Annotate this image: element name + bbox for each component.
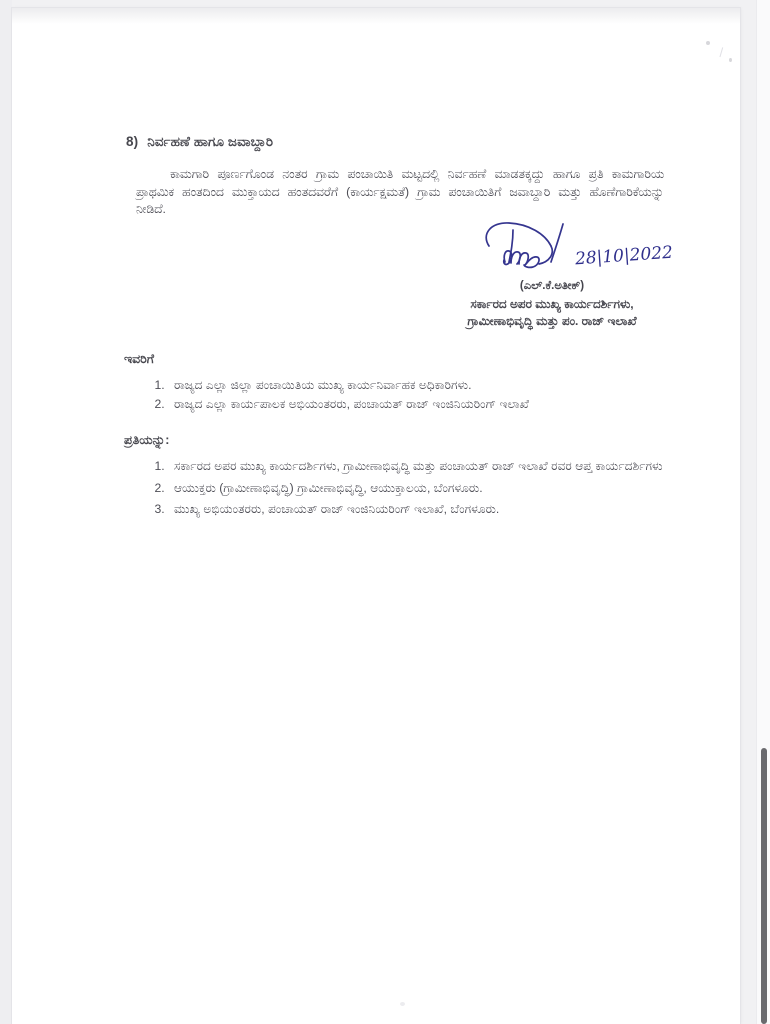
section-heading bbox=[126, 134, 273, 150]
section-number: 8) bbox=[126, 134, 139, 149]
distribution-heading: ಇವರಿಗೆ bbox=[124, 352, 155, 366]
page-gutter-left bbox=[0, 0, 12, 1024]
copy-to-heading: ಪ್ರತಿಯನ್ನು: bbox=[124, 433, 170, 447]
copy-to-list bbox=[144, 458, 668, 523]
list-item: 1. ಸರ್ಕಾರದ ಅಪರ ಮುಖ್ಯ ಕಾರ್ಯದರ್ಶಿಗಳು, ಗ್ರಾಮೀಣಾಭಿವೃದ್ಧಿ ಮತ್ತು ಪಂಚಾಯತ್ ರಾಜ್ ಇಲಾಖೆ ರವರ ಆಪ್ತ ಕಾರ್ಯದರ್ಶಿಗಳು bbox=[168, 458, 668, 476]
scan-speckle bbox=[400, 1002, 405, 1006]
scan-speckle bbox=[729, 58, 732, 62]
list-item: 2. ರಾಜ್ಯದ ಎಲ್ಲಾ ಕಾರ್ಯಪಾಲಕ ಅಭಿಯಂತರರು, ಪಂಚಾಯತ್ ರಾಜ್ ಇಂಜಿನಿಯರಿಂಗ್ ಇಲಾಖೆ bbox=[168, 395, 688, 413]
scrollbar-track[interactable] bbox=[756, 0, 770, 1024]
signer-name: (ಎಲ್.ಕೆ.ಅತೀಕ್) bbox=[519, 280, 585, 292]
scrollbar-thumb[interactable] bbox=[761, 748, 767, 1024]
handwritten-date: 28|10|2022 bbox=[574, 242, 674, 270]
list-item: 3. ಮುಖ್ಯ ಅಭಿಯಂತರರು, ಪಂಚಾಯತ್ ರಾಜ್ ಇಂಜಿನಿಯರಿಂಗ್ ಇಲಾಖೆ, ಬೆಂಗಳೂರು. bbox=[168, 501, 668, 519]
signer-title-line-2: ಗ್ರಾಮೀಣಾಭಿವೃದ್ಧಿ ಮತ್ತು ಪಂ. ರಾಜ್ ಇಲಾಖೆ bbox=[467, 314, 637, 328]
list-item: 2. ಆಯುಕ್ತರು (ಗ್ರಾಮೀಣಾಭಿವೃದ್ಧಿ) ಗ್ರಾಮೀಣಾಭಿವೃದ್ಧಿ, ಆಯುಕ್ತಾಲಯ, ಬೆಂಗಳೂರು. bbox=[168, 480, 668, 498]
scanned-page bbox=[12, 8, 740, 1024]
document-content bbox=[12, 8, 740, 1024]
scan-speckle bbox=[706, 41, 710, 45]
signer-title-line-1: ಸರ್ಕಾರದ ಅಪರ ಮುಖ್ಯ ಕಾರ್ಯದರ್ಶಿಗಳು, bbox=[470, 297, 634, 311]
list-item: 1. ರಾಜ್ಯದ ಎಲ್ಲಾ ಜಿಲ್ಲಾ ಪಂಚಾಯಿತಿಯ ಮುಖ್ಯ ಕಾರ್ಯನಿರ್ವಾಹಕ ಅಧಿಕಾರಿಗಳು. bbox=[168, 376, 688, 394]
body-paragraph: ಕಾಮಗಾರಿ ಪೂರ್ಣಗೊಂಡ ನಂತರ ಗ್ರಾಮ ಪಂಚಾಯಿತಿ ಮಟ್ಟದಲ್ಲಿ ನಿರ್ವಹಣೆ ಮಾಡತಕ್ಕದ್ದು ಹಾಗೂ ಪ್ರತಿ ಕಾಮಗಾರಿಯ ಪ್ರಾಥಮಿಕ ಹಂತದಿಂದ ಮುಕ್ತಾಯದ ಹಂತದವರೆಗೆ (ಕಾರ್ಯಕ್ಷಮತೆ) ಗ್ರಾಮ ಪಂಚಾಯಿತಿಗೆ ಜವಾಬ್ದಾರಿ ಮತ್ತು ಹೊಣೆಗಾರಿಕೆಯನ್ನು ನೀಡಿದೆ. bbox=[136, 167, 664, 216]
distribution-list bbox=[144, 376, 688, 414]
section-title: ನಿರ್ವಹಣೆ ಹಾಗೂ ಜವಾಬ್ದಾರಿ bbox=[147, 134, 274, 149]
